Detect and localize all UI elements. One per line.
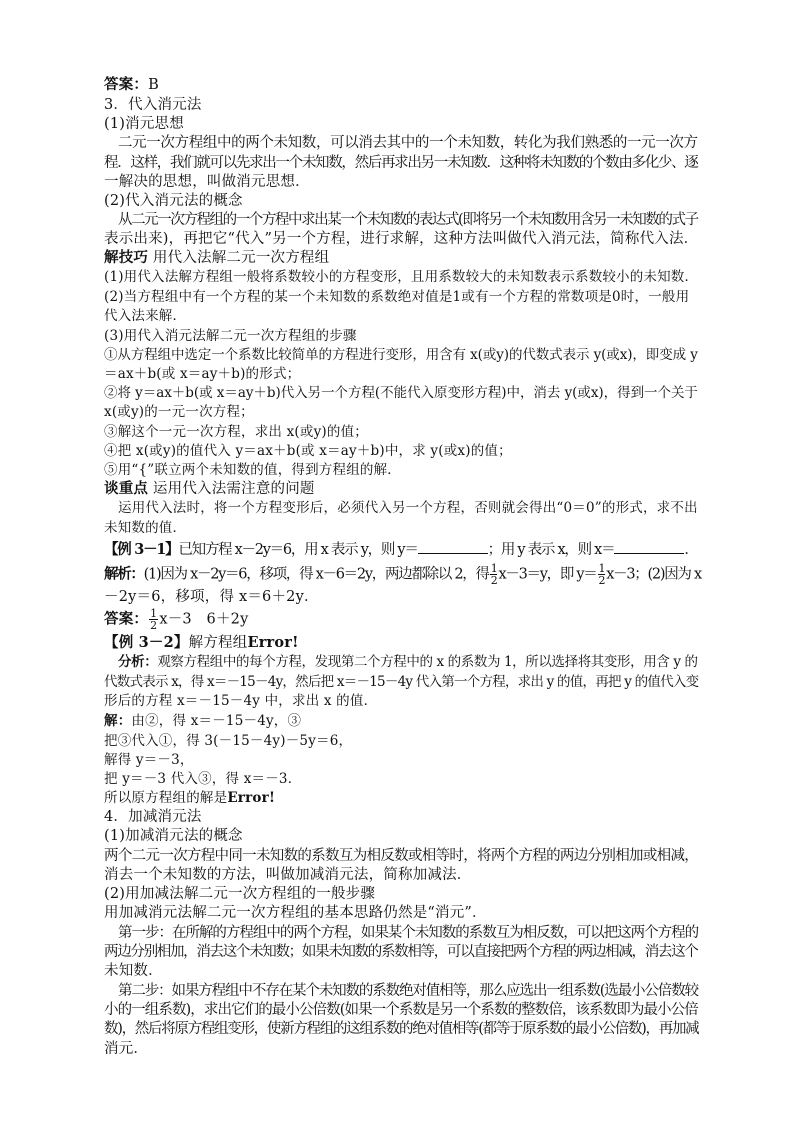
step-5: ⑤用“{”联立两个未知数的值，得到方程组的解． xyxy=(104,462,401,478)
ex32-analysis-3: 形后的方程 x＝－15－4y 中，求出 x 的值． xyxy=(104,693,378,709)
sec4-st2d: 消元． xyxy=(104,1041,149,1057)
tip-label: 解技巧 xyxy=(104,249,149,266)
sec4-st2b: 小的一组系数)，求出它们的最小公倍数(如果一个系数是另一个系数的整数倍，该系数即为最小公倍 xyxy=(104,1002,698,1018)
step-2b: x(或y)的一元一次方程； xyxy=(104,404,254,420)
ex32-solution-2: 把③代入①，得 3(－15－4y)－5y＝6， xyxy=(104,733,353,749)
step-1a: ①从方程组中选定一个系数比较简单的方程进行变形，用含有 x(或y)的代数式表示 y(或x)，即变成 y xyxy=(104,347,698,363)
answer-label: 答案： xyxy=(104,76,149,93)
sec3-sub1: (1)消元思想 xyxy=(104,116,184,132)
example-3-1-question xyxy=(104,541,698,559)
sec4-p2: 用加减消元法解二元一次方程组的基本思路仍然是“消元”． xyxy=(104,905,487,921)
sec3-p1c: 一解决的思想，叫做消元思想． xyxy=(104,174,310,190)
ex32-an1: 观察方程组中的每个方程，发现第二个方程中的 x 的系数为 1，所以选择将其变形，用含 y 的 xyxy=(157,654,698,670)
warn-1b: 未知数的值． xyxy=(104,520,187,536)
sec3-p1b: 程．这样，我们就可以先求出一个未知数，然后再求出另一未知数．这种将未知数的个数由多化少、逐 xyxy=(104,155,698,171)
answer-blank-2[interactable] xyxy=(614,541,684,554)
ex32-solution-1 xyxy=(104,713,301,729)
ex32-analysis-2: 代数式表示 x，得 x＝－15－4y，然后把 x＝－15－4y 代入第一个方程，求出 y 的值，再把 y 的值代入变 xyxy=(104,674,699,690)
warn-title: 运用代入法需注意的问题 xyxy=(152,481,315,497)
step-3: ③解这个一元一次方程，求出 x(或y)的值； xyxy=(104,424,368,440)
tip-3: (3)用代入消元法解二元一次方程组的步骤 xyxy=(104,328,357,344)
ex31-s1b: x－3＝y，即 y＝ xyxy=(498,566,597,583)
answer-line xyxy=(104,76,159,94)
sec4-st2a: 第二步：如果方程组中不存在某个未知数的系数绝对值相等，那么应选出一组系数(选最小公倍数较 xyxy=(118,983,698,999)
sec4-st2c: 数)，然后将原方程组变形，使新方程组的这组系数的绝对值相等(都等于原系数的最小公倍数)，再加减 xyxy=(104,1021,699,1037)
ex31-ans-text: x－3 6＋2y xyxy=(159,611,249,628)
ex31-ans-label: 答案： xyxy=(104,610,149,628)
tip-2b: 代入法来解． xyxy=(104,308,187,324)
answer-value: B xyxy=(148,77,159,93)
warn-1a: 运用代入法时，将一个方程变形后，必须代入另一个方程，否则就会得出“0＝0”的形式，求不出 xyxy=(118,500,698,516)
fraction-one-half: $\frac{1}{2}$ xyxy=(490,562,497,587)
sec4-sub1: (1)加减消元法的概念 xyxy=(104,828,243,844)
ex32-an-label: 分析： xyxy=(118,654,158,670)
ex32-r5: 所以原方程组的解是 xyxy=(104,790,228,806)
ex31-q2: ；用 y 表示 x，则 x＝ xyxy=(487,542,615,558)
sec4-p1a: 两个二元一次方程中同一未知数的系数互为相反数或相等时，将两个方程的两边分别相加或相减， xyxy=(104,848,699,864)
tip-heading xyxy=(104,249,329,267)
tip-title: 用代入法解二元一次方程组 xyxy=(152,250,330,266)
ex31-s1c: x－3；(2)因为 x xyxy=(606,566,701,583)
ex31-q1: 已知方程 x－2y＝6，用 x 表示 y，则 y＝ xyxy=(178,542,418,558)
sec3-p2a: 从二元一次方程组的一个方程中求出某一个未知数的表达式(即将另一个未知数用含另一未知数的式子 xyxy=(118,212,698,228)
ex32-solution-5 xyxy=(104,790,275,806)
ex31-solution-2: －2y＝6，移项，得 x＝6＋2y． xyxy=(104,589,319,605)
section-4-title: 4．加减消元法 xyxy=(104,809,202,825)
sec4-st1c: 未知数． xyxy=(104,963,163,979)
tip-1: (1)用代入法解方程组一般将系数较小的方程变形，且用系数较大的未知数表示系数较小的未知数． xyxy=(104,269,699,285)
ex32-sol-label: 解： xyxy=(104,713,132,729)
step-2a: ②将 y＝ax＋b(或 x＝ay＋b)代入另一个方程(不能代入原变形方程)中，消去 y(或x)，得到一个关于 xyxy=(104,385,698,401)
ex31-label: 【例 3－1】 xyxy=(104,541,179,558)
ex32-analysis-1 xyxy=(118,654,698,670)
ex32-solution-3: 解得 y＝－3， xyxy=(104,752,194,768)
warn-heading xyxy=(104,480,315,498)
ex32-label: 【例 3－2】 xyxy=(104,634,189,651)
answer-blank-1[interactable] xyxy=(418,541,488,554)
step-1b: ＝ax＋b(或 x＝ay＋b)的形式； xyxy=(104,366,301,382)
ex32-r1: 由②，得 x＝－15－4y，③ xyxy=(131,713,302,729)
tip-2a: (2)当方程组中有一个方程的某一个未知数的系数绝对值是1或有一个方程的常数项是0时，一般用 xyxy=(104,289,690,305)
ex31-answer xyxy=(104,608,248,631)
sec3-p1a: 二元一次方程组中的两个未知数，可以消去其中的一个未知数，转化为我们熟悉的一元一次方 xyxy=(118,135,698,151)
sec4-st1a: 第一步：在所解的方程组中的两个方程，如果某个未知数的系数互为相反数，可以把这两个方程的 xyxy=(118,925,699,941)
ex31-s1a: (1)因为 x－2y＝6，移项，得 x－6＝2y，两边都除以 2，得 xyxy=(143,566,489,583)
ex32-error: Error! xyxy=(247,634,299,651)
sec4-st1b: 两边分别相加，消去这个未知数；如果未知数的系数相等，可以直接把两个方程的两边相减，消去这个 xyxy=(104,944,698,960)
ex32-title: 解方程组 xyxy=(188,635,248,651)
example-3-2-question xyxy=(104,634,299,652)
ex32-error-2: Error! xyxy=(227,790,276,806)
ex31-q3: ． xyxy=(684,542,698,558)
warn-label: 谈重点 xyxy=(104,480,149,497)
ex31-sol-label: 解析： xyxy=(104,565,144,583)
sec4-sub2: (2)用加减法解二元一次方程组的一般步骤 xyxy=(104,886,376,902)
ex31-solution-1 xyxy=(104,563,701,586)
ex32-solution-4: 把 y＝－3 代入③，得 x＝－3． xyxy=(104,771,302,787)
section-3-title: 3．代入消元法 xyxy=(104,97,202,113)
fraction-one-half: $\frac{1}{2}$ xyxy=(150,607,158,632)
sec3-sub2: (2)代入消元法的概念 xyxy=(104,193,243,209)
step-4: ④把 x(或y)的值代入 y＝ax＋b(或 x＝ay＋b)中，求 y(或x)的值； xyxy=(104,443,512,459)
sec4-p1b: 消去一个未知数的方法，叫做加减消元法，简称加减法． xyxy=(104,867,472,883)
fraction-one-half: $\frac{1}{2}$ xyxy=(598,562,605,587)
sec3-p2b: 表示出来)，再把它“代入”另一个方程，进行求解，这种方法叫做代入消元法，简称代入法． xyxy=(104,231,699,247)
